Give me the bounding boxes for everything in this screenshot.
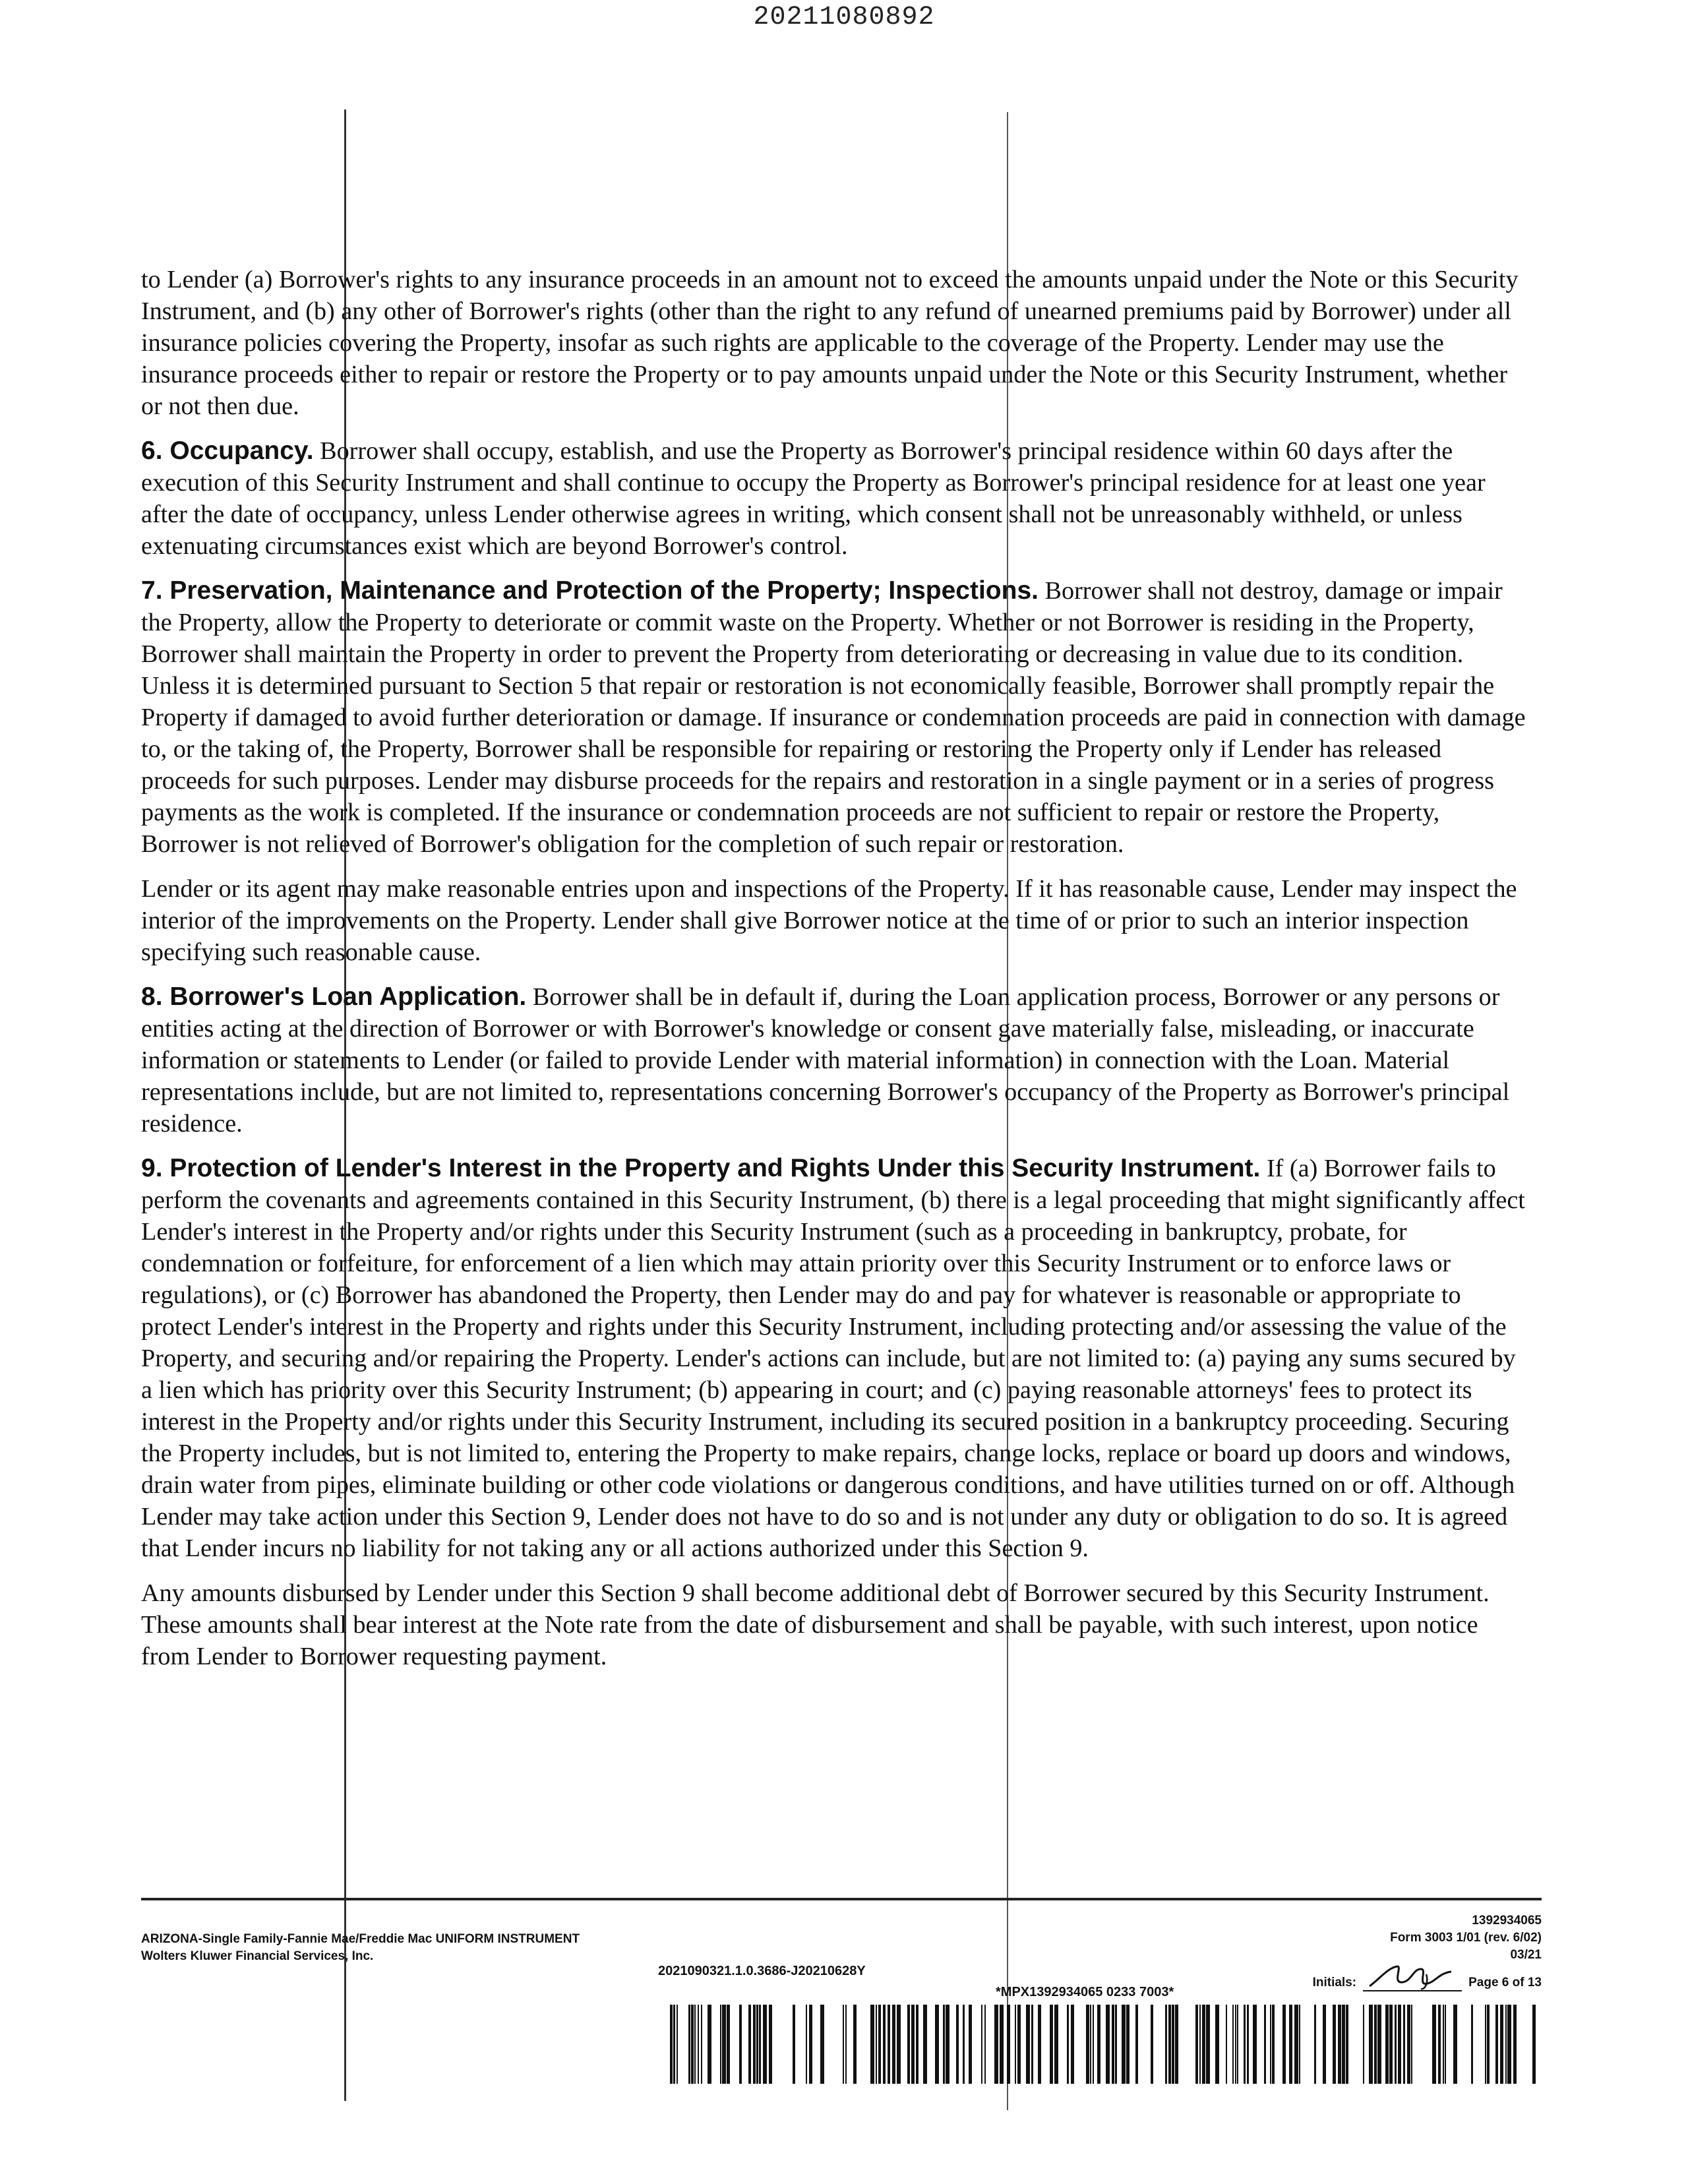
section-9-text: If (a) Borrower fails to perform the covenants and agreements contained in this Security Instrument, (b) there is a legal proceeding that might significantly affect Lender's interest in the Property and/or rights under this Security Instrument (such as a proceeding in bankruptcy, probate, for condemnation or forfeiture, for enforcement of a lien which may attain priority over this Security Instrument or to enforce laws or regulations), or (c) Borrower has abandoned the Property, then Lender may do and pay for whatever is reasonable or appropriate to protect Lender's interest in the Property and rights under this Security Instrument, including protecting and/or assessing the value of the Property, and securing and/or repairing the Property. Lender's actions can include, but are not limited to: (a) paying any sums secured by a lien which has priority over this Security Instrument; (b) appearing in court; and (c) paying reasonable attorneys' fees to protect its interest in the Property and/or rights under this Security Instrument, including its secured position in a bankruptcy proceeding. Securing the Property includes, but is not limited to, entering the Property to make repairs, change locks, replace or board up doors and windows, drain water from pipes, eliminate building or other code violations or dangerous conditions, and have utilities turned on or off. Although Lender may take action under this Section 9, Lender does not have to do so and is not under any duty or obligation to do so. It is agreed that Lender incurs no liability for not taking any or all actions authorized under this Section 9. — [141, 1155, 1525, 1562]
signature-scribble-icon — [1366, 1960, 1458, 1991]
barcode-bar — [1403, 2005, 1405, 2084]
barcode-bar — [878, 2005, 881, 2084]
barcode-bar — [701, 2005, 702, 2084]
initials-row — [1313, 1964, 1542, 1991]
section-9-heading: 9. Protection of Lender's Interest in the Property and Rights Under this Security Instrument. — [141, 1154, 1261, 1182]
barcode-bar — [1226, 2005, 1227, 2084]
barcode-bar — [1232, 2005, 1234, 2084]
barcode-bar — [883, 2005, 886, 2084]
barcode-bar — [1199, 2005, 1201, 2084]
barcode-bar — [969, 2005, 972, 2084]
barcode-bar — [763, 2005, 767, 2084]
barcode-bar — [1172, 2005, 1174, 2084]
barcode-text: *MPX1392934065 0233 7003* — [996, 1985, 1174, 1999]
section-8-heading: 8. Borrower's Loan Application. — [141, 983, 527, 1011]
section-6-paragraph — [141, 435, 1532, 562]
barcode-bar — [1398, 2005, 1401, 2084]
barcode-bar — [1264, 2005, 1266, 2084]
barcode-bar — [1314, 2005, 1316, 2084]
barcode-bar — [1377, 2005, 1381, 2084]
barcode-bar — [1272, 2005, 1275, 2084]
barcode-bar — [1411, 2005, 1412, 2084]
barcode-bar — [870, 2005, 874, 2084]
barcode — [670, 2005, 1542, 2084]
barcode-bar — [1294, 2005, 1298, 2084]
barcode-bar — [1165, 2005, 1167, 2084]
section-9-amounts-paragraph: Any amounts disbursed by Lender under this Section 9 shall become additional debt of Borrower secured by this Security Instrument. These amounts shall bear interest at the Note rate from the date of disbursement and shall be payable, with such interest, upon notice from Lender to Borrower requesting payment. — [141, 1579, 1490, 1670]
initials-label: Initials: — [1312, 1976, 1357, 1989]
barcode-bar — [1507, 2005, 1511, 2084]
barcode-bar — [1338, 2005, 1341, 2084]
barcode-bar — [888, 2005, 890, 2084]
page-number: Page 6 of 13 — [1468, 1976, 1542, 1989]
barcode-bar — [820, 2005, 824, 2084]
barcode-bar — [691, 2005, 694, 2084]
barcode-bar — [1505, 2005, 1507, 2084]
barcode-bar — [1244, 2005, 1246, 2084]
barcode-bar — [1299, 2005, 1300, 2084]
barcode-bar — [994, 2005, 998, 2084]
barcode-bar — [956, 2005, 959, 2084]
footer-form-info — [141, 1931, 580, 1965]
barcode-bar — [1369, 2005, 1373, 2084]
barcode-bar — [923, 2005, 927, 2084]
barcode-bar — [1235, 2005, 1236, 2084]
barcode-bar — [1031, 2005, 1033, 2084]
barcode-bar — [892, 2005, 895, 2084]
barcode-bar — [1487, 2005, 1490, 2084]
barcode-bar — [935, 2005, 939, 2084]
barcode-bar — [1385, 2005, 1389, 2084]
barcode-bar — [1289, 2005, 1292, 2084]
barcode-bar — [1151, 2005, 1153, 2084]
recording-number: 20211080892 — [753, 3, 935, 32]
barcode-bar — [916, 2005, 919, 2084]
barcode-bar — [1097, 2005, 1100, 2084]
barcode-bar — [1175, 2005, 1178, 2084]
footer-page-info — [1313, 1912, 1542, 1991]
section-8-text: Borrower shall be in default if, during the Loan application process, Borrower or any persons or entities acting at the direction of Borrower or with Borrower's knowledge or consent gave materially false, misleading, or inaccurate information or statements to Lender (or failed to provide Lender with material information) in connection with the Loan. Material representations include, but are not limited to, representations concerning Borrower's occupancy of the Property as Borrower's principal residence. — [141, 983, 1510, 1138]
barcode-bar — [1395, 2005, 1397, 2084]
section-8-paragraph — [141, 981, 1532, 1139]
footer-divider — [141, 1898, 1542, 1900]
section-7-inspection-paragraph: Lender or its agent may make reasonable entries upon and inspections of the Property. If it has reasonable cause, Lender may inspect the interior of the improvements on the Property. Lender shall give Borrower notice at the time of or prior to such an interior inspection specifying such reasonable cause. — [141, 875, 1517, 966]
barcode-bar — [1374, 2005, 1377, 2084]
barcode-bar — [1237, 2005, 1238, 2084]
barcode-bar — [1270, 2005, 1271, 2084]
barcode-bar — [753, 2005, 756, 2084]
barcode-bar — [1215, 2005, 1219, 2084]
barcode-bar — [1007, 2005, 1010, 2084]
section-7-paragraph — [141, 575, 1532, 860]
barcode-bar — [1202, 2005, 1205, 2084]
barcode-bar — [1126, 2005, 1130, 2084]
barcode-bar — [1432, 2005, 1436, 2084]
barcode-bar — [1445, 2005, 1446, 2084]
document-body — [141, 264, 1532, 1685]
barcode-bar — [1495, 2005, 1498, 2084]
barcode-bar — [1017, 2005, 1021, 2084]
barcode-bar — [722, 2005, 726, 2084]
barcode-bar — [1346, 2005, 1348, 2084]
barcode-bar — [1247, 2005, 1249, 2084]
form-title: ARIZONA-Single Family-Fannie Mae/Freddie Mac UNIFORM INSTRUMENT — [141, 1932, 580, 1946]
loan-number: 1392934065 — [1472, 1914, 1542, 1927]
barcode-bar — [981, 2005, 982, 2084]
barcode-bar — [843, 2005, 844, 2084]
barcode-bar — [1038, 2005, 1041, 2084]
barcode-bar — [694, 2005, 696, 2084]
section-9-paragraph — [141, 1153, 1532, 1564]
revision-date: 03/21 — [1510, 1948, 1542, 1962]
section-7-text: Borrower shall not destroy, damage or impair the Property, allow the Property to deteriorate or commit waste on the Property. Whether or not Borrower is residing in the Property, Borrower shall maintain the Property in order to prevent the Property from deteriorating or decreasing in value due to its condition. Unless it is determined pursuant to Section 5 that repair or restoration is not economically feasible, Borrower shall promptly repair the Property if damaged to avoid further deterioration or damage. If insurance or condemnation proceeds are paid in connection with damage to, or the taking of, the Property, Borrower shall be responsible for repairing or restoring the Property only if Lender has released proceeds for such purposes. Lender may disburse proceeds for the repairs and restoration in a single payment or in a series of progress payments as the work is completed. If the insurance or condemnation proceeds are not sufficient to repair or restore the Property, Borrower is not relieved of Borrower's obligation for the completion of such repair or restoration. — [141, 577, 1526, 858]
barcode-bar — [876, 2005, 877, 2084]
barcode-bar — [727, 2005, 730, 2084]
barcode-bar — [1067, 2005, 1069, 2084]
barcode-bar — [698, 2005, 699, 2084]
barcode-bar — [1122, 2005, 1126, 2084]
barcode-bar — [1282, 2005, 1286, 2084]
barcode-bar — [1407, 2005, 1410, 2084]
barcode-bar — [688, 2005, 690, 2084]
barcode-bar — [943, 2005, 945, 2084]
barcode-bar — [1532, 2005, 1536, 2084]
barcode-bar — [806, 2005, 807, 2084]
barcode-bar — [1093, 2005, 1094, 2084]
barcode-bar — [720, 2005, 721, 2084]
barcode-bar — [677, 2005, 678, 2084]
barcode-bar — [1513, 2005, 1517, 2084]
barcode-bar — [809, 2005, 812, 2084]
barcode-bar — [1168, 2005, 1171, 2084]
barcode-bar — [1471, 2005, 1473, 2084]
barcode-bar — [853, 2005, 857, 2084]
publisher: Wolters Kluwer Financial Services, Inc. — [141, 1949, 374, 1963]
continuation-paragraph: to Lender (a) Borrower's rights to any insurance proceeds in an amount not to exceed the amounts unpaid under the Note or this Security Instrument, and (b) any other of Borrower's rights (other than the right to any refund of unearned premiums paid by Borrower) under all insurance policies covering the Property, insofar as such rights are applicable to the coverage of the Property. Lender may use the insurance proceeds either to repair or restore the Property or to pay amounts unpaid under the Note or this Security Instrument, whether or not then due. — [141, 266, 1519, 420]
barcode-bar — [1389, 2005, 1393, 2084]
barcode-bar — [1333, 2005, 1336, 2084]
barcode-bar — [708, 2005, 711, 2084]
barcode-bar — [1453, 2005, 1457, 2084]
barcode-bar — [1000, 2005, 1004, 2084]
barcode-bar — [739, 2005, 742, 2084]
barcode-bar — [673, 2005, 675, 2084]
barcode-bar — [769, 2005, 772, 2084]
barcode-bar — [670, 2005, 673, 2084]
barcode-bar — [1195, 2005, 1198, 2084]
barcode-bar — [759, 2005, 761, 2084]
form-number: Form 3003 1/01 (rev. 6/02) — [1390, 1931, 1542, 1945]
barcode-bar — [748, 2005, 751, 2084]
barcode-bar — [1206, 2005, 1210, 2084]
barcode-bar — [1106, 2005, 1110, 2084]
barcode-bar — [963, 2005, 965, 2084]
barcode-bar — [793, 2005, 795, 2084]
barcode-bar — [946, 2005, 950, 2084]
barcode-bar — [1363, 2005, 1364, 2084]
barcode-bar — [1135, 2005, 1138, 2084]
barcode-bar — [897, 2005, 901, 2084]
barcode-bar — [1443, 2005, 1444, 2084]
initials-signature — [1363, 1964, 1462, 1991]
section-7-heading: 7. Preservation, Maintenance and Protection of the Property; Inspections. — [141, 576, 1039, 605]
barcode-bar — [1112, 2005, 1114, 2084]
barcode-bar — [756, 2005, 758, 2084]
barcode-bar — [1071, 2005, 1074, 2084]
barcode-bar — [1050, 2005, 1053, 2084]
document-code: 2021090321.1.0.3686-J20210628Y — [658, 1964, 866, 1978]
barcode-bar — [1026, 2005, 1030, 2084]
barcode-bar — [1253, 2005, 1257, 2084]
barcode-bar — [911, 2005, 915, 2084]
barcode-bar — [1438, 2005, 1441, 2084]
barcode-bar — [1323, 2005, 1326, 2084]
barcode-bar — [1015, 2005, 1016, 2084]
barcode-bar — [845, 2005, 847, 2084]
barcode-bar — [1086, 2005, 1089, 2084]
barcode-bar — [1342, 2005, 1345, 2084]
barcode-bar — [984, 2005, 986, 2084]
barcode-bar — [907, 2005, 910, 2084]
section-6-text: Borrower shall occupy, establish, and use the Property as Borrower's principal residence within 60 days after the execution of this Security Instrument and shall continue to occupy the Property as Borrower's principal residence for at least one year after the date of occupancy, unless Lender otherwise agrees in writing, which consent shall not be unreasonably withheld, or unless extenuating circumstances exist which are beyond Borrower's control. — [141, 437, 1486, 560]
barcode-bar — [1090, 2005, 1091, 2084]
barcode-bar — [1500, 2005, 1503, 2084]
barcode-bar — [1115, 2005, 1117, 2084]
section-6-heading: 6. Occupancy. — [141, 437, 314, 465]
barcode-bar — [1054, 2005, 1058, 2084]
barcode-bar — [1485, 2005, 1486, 2084]
